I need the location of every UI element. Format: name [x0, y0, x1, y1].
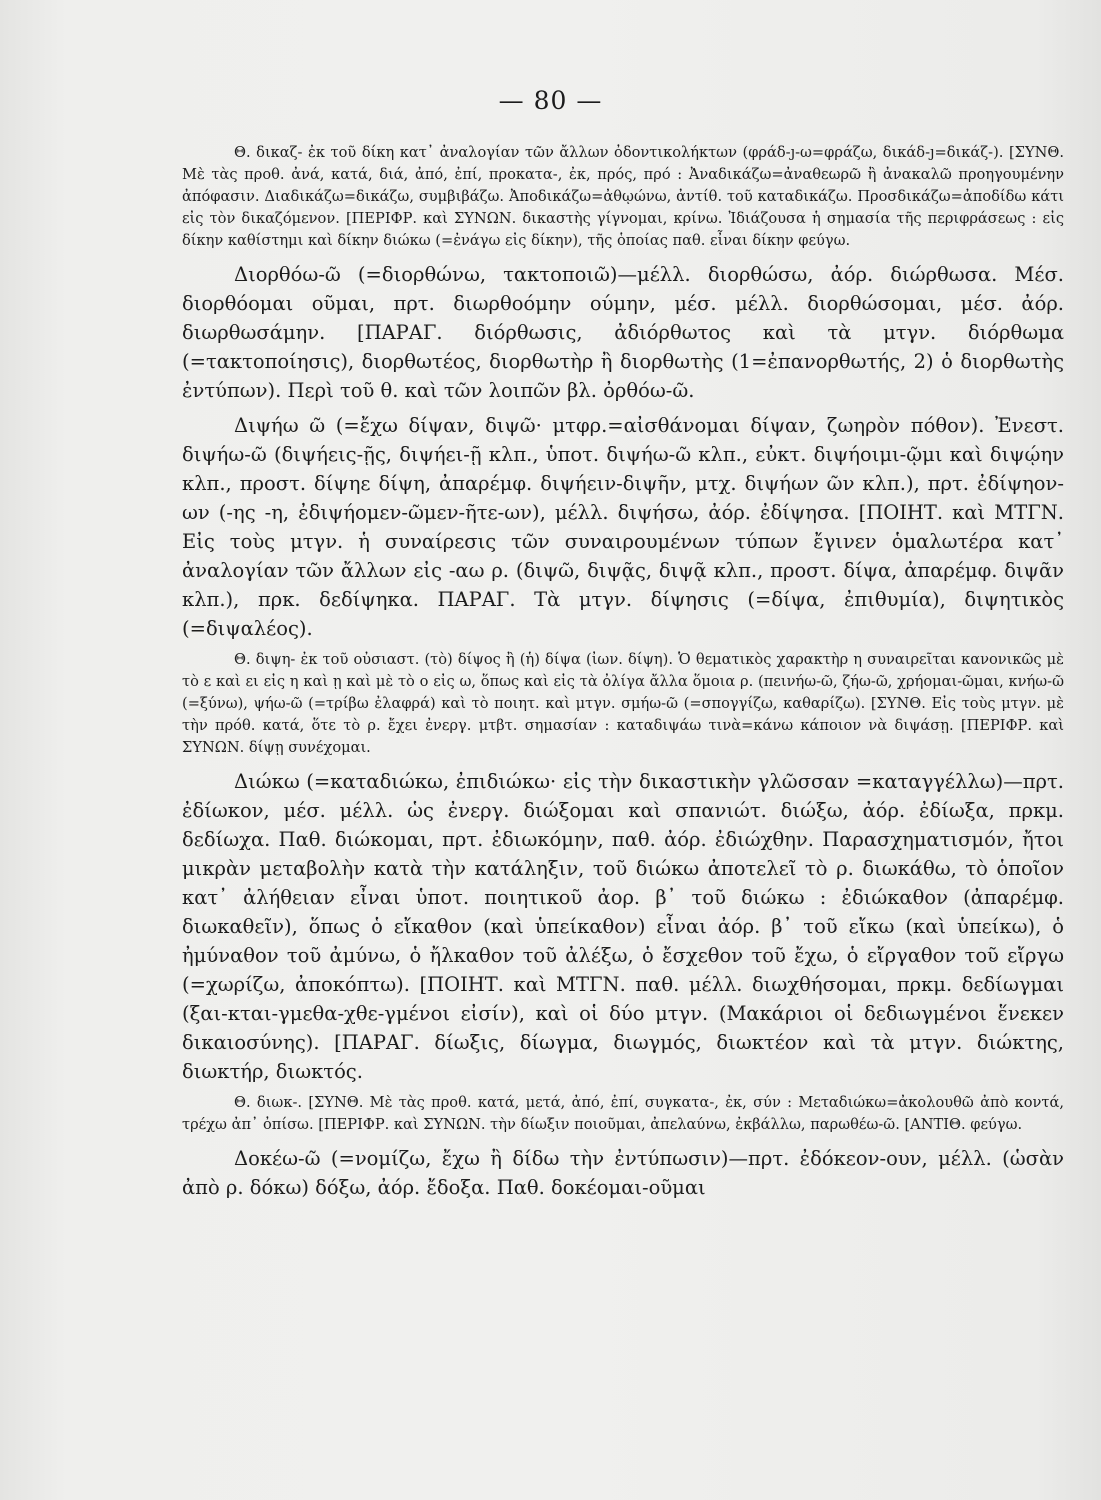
entry-dokeo: Δοκέω-ῶ (=νομίζω, ἔχω ἢ δίδω τὴν ἐντύπωσιν)—πρτ. ἐδόκεον-ουν, μέλλ. (ὡσὰν ἀπὸ ρ. δόκω) δόξω, ἀόρ. ἔδοξα. Παθ. δοκέομαι-οῦμαι — [182, 1147, 1064, 1199]
etymology-note-dikazo: Θ. δικαζ- ἐκ τοῦ δίκη κατ᾽ ἀναλογίαν τῶν ἄλλων ὀδοντικολήκτων (φράδ-ȷ-ω=φράζω, δικάδ-ȷ=δικάζ-). [ΣΥΝΘ. Μὲ τὰς προθ. ἀνά, κατά, διά, ἀπό, ἐπί, προκατα-, ἐκ, πρός, πρό : Ἀναδικάζω=ἀναθεωρῶ ἢ ἀνακαλῶ προηγουμένην ἀπόφασιν. Διαδικάζω=δικάζω, συμβιβάζω. Ἀποδικάζω=ἀθῳώνω, ἀντίθ. τοῦ καταδικάζω. Προσδικάζω=ἀποδίδω κάτι εἰς τὸν δικαζόμενον. [ΠΕΡΙΦΡ. καὶ ΣΥΝΩΝ. δικαστὴς γίγνομαι, κρίνω. Ἰδιάζουσα ἡ σημασία τῆς περιφράσεως : εἰς δίκην καθίστημι καὶ δίκην διώκω (=ἐνάγω εἰς δίκην), τῆς ὁποίας παθ. εἶναι δίκην φεύγω. — [182, 144, 1064, 249]
entry-diorthoo: Διορθόω-ῶ (=διορθώνω, τακτοποιῶ)—μέλλ. διορθώσω, ἀόρ. διώρθωσα. Μέσ. διορθόομαι οῦμαι, πρτ. διωρθοόμην ούμην, μέσ. μέλλ. διορθώσομαι, μέσ. ἀόρ. διωρθωσάμην. [ΠΑΡΑΓ. διόρθωσις, ἀδιόρθωτος καὶ τὰ μτγν. διόρθωμα (=τακτοποίησις), διορθωτέος, διορθωτὴρ ἢ διορθωτὴς (1=ἐπανορθωτής, 2) ὁ διορθωτὴς ἐντύπων). Περὶ τοῦ θ. καὶ τῶν λοιπῶν βλ. ὀρθόω-ῶ. — [182, 263, 1064, 402]
entry-dipsao: Διψήω ῶ (=ἔχω δίψαν, διψῶ· μτφρ.=αἰσθάνομαι δίψαν, ζωηρὸν πόθον). Ἐνεστ. διψήω-ῶ (διψήεις-ῇς, διψήει-ῇ κλπ., ὑποτ. διψήω-ῶ κλπ., εὐκτ. διψήοιμι-ῷμι καὶ διψῴην κλπ., προστ. δίψηε δίψη, ἀπαρέμφ. διψήειν-διψῆν, μτχ. διψήων ῶν κλπ.), πρτ. ἐδίψηον-ων (-ης -η, ἐδιψήομεν-ῶμεν-ῆτε-ων), μέλλ. διψήσω, ἀόρ. ἐδίψησα. [ΠΟΙΗΤ. καὶ ΜΤΓΝ. Εἰς τοὺς μτγν. ἡ συναίρεσις τῶν συναιρουμένων τύπων ἔγινεν ὁμαλωτέρα κατ᾽ ἀναλογίαν τῶν ἄλλων εἰς -αω ρ. (διψῶ, διψᾷς, διψᾷ κλπ., προστ. δίψα, ἀπαρέμφ. διψᾶν κλπ.), πρκ. δεδίψηκα. ΠΑΡΑΓ. Τὰ μτγν. δίψησις (=δίψα, ἐπιθυμία), διψητικὸς (=διψαλέος). — [182, 414, 1064, 640]
etymology-note-dipsao: Θ. διψη- ἐκ τοῦ οὐσιαστ. (τὸ) δίψος ἢ (ἡ) δίψα (ἰων. δίψη). Ὁ θεματικὸς χαρακτὴρ η συναιρεῖται κανονικῶς μὲ τὸ ε καὶ ει εἰς η καὶ ῃ καὶ μὲ τὸ ο εἰς ω, ὅπως καὶ εἰς τὰ ὀλίγα ἄλλα ὅμοια ρ. (πεινήω-ῶ, ζήω-ῶ, χρήομαι-ῶμαι, κνήω-ῶ (=ξύνω), ψήω-ῶ (=τρίβω ἐλαφρά) καὶ τὸ ποιητ. καὶ μτγν. σμήω-ῶ (=σπογγίζω, καθαρίζω). [ΣΥΝΘ. Εἰς τοὺς μτγν. μὲ τὴν πρόθ. κατά, ὅτε τὸ ρ. ἔχει ἐνεργ. μτβτ. σημασίαν : καταδιψάω τινὰ=κάνω κάποιον νὰ διψάσῃ. [ΠΕΡΙΦΡ. καὶ ΣΥΝΩΝ. δίψῃ συνέχομαι. — [182, 651, 1064, 756]
etymology-note-dioko: Θ. διωκ-. [ΣΥΝΘ. Μὲ τὰς προθ. κατά, μετά, ἀπό, ἐπί, συγκατα-, ἐκ, σύν : Μεταδιώκω=ἀκολουθῶ ἀπὸ κοντά, τρέχω ἀπ᾽ ὀπίσω. [ΠΕΡΙΦΡ. καὶ ΣΥΝΩΝ. τὴν δίωξιν ποιοῦμαι, ἀπελαύνω, ἐκβάλλω, παρωθέω-ῶ. [ΑΝΤΙΘ. φεύγω. — [182, 1094, 1064, 1133]
page-body — [182, 142, 1064, 1202]
page-number: — 80 — — [498, 86, 603, 115]
entry-dioko: Διώκω (=καταδιώκω, ἐπιδιώκω· εἰς τὴν δικαστικὴν γλῶσσαν =καταγγέλλω)—πρτ. ἐδίωκον, μέσ. μέλλ. ὡς ἐνεργ. διώξομαι καὶ σπανιώτ. διώξω, ἀόρ. ἐδίωξα, πρκμ. δεδίωχα. Παθ. διώκομαι, πρτ. ἐδιωκόμην, παθ. ἀόρ. ἐδιώχθην. Παρασχηματισμόν, ἤτοι μικρὰν μεταβολὴν κατὰ τὴν κατάληξιν, τοῦ διώκω ἀποτελεῖ τὸ ρ. διωκάθω, τὸ ὁποῖον κατ᾽ ἀλήθειαν εἶναι ὑποτ. ποιητικοῦ ἀορ. β᾽ τοῦ διώκω : ἐδιώκαθον (ἀπαρέμφ. διωκαθεῖν), ὅπως ὁ εἴκαθον (καὶ ὑπείκαθον) εἶναι ἀόρ. β᾽ τοῦ εἴκω (καὶ ὑπείκω), ὁ ἠμύναθον τοῦ ἀμύνω, ὁ ἤλκαθον τοῦ ἀλέξω, ὁ ἔσχεθον τοῦ ἔχω, ὁ εἴργαθον τοῦ εἴργω (=χωρίζω, ἀποκόπτω). [ΠΟΙΗΤ. καὶ ΜΤΓΝ. παθ. μέλλ. διωχθήσομαι, πρκμ. δεδίωγμαι (ξαι-κται-γμεθα-χθε-γμένοι εἰσίν), καὶ οἱ δύο μτγν. (Μακάριοι οἱ δεδιωγμένοι ἕνεκεν δικαιοσύνης). [ΠΑΡΑΓ. δίωξις, δίωγμα, διωγμός, διωκτέον καὶ τὰ μτγν. διώκτης, διωκτήρ, διωκτός. — [182, 770, 1064, 1083]
